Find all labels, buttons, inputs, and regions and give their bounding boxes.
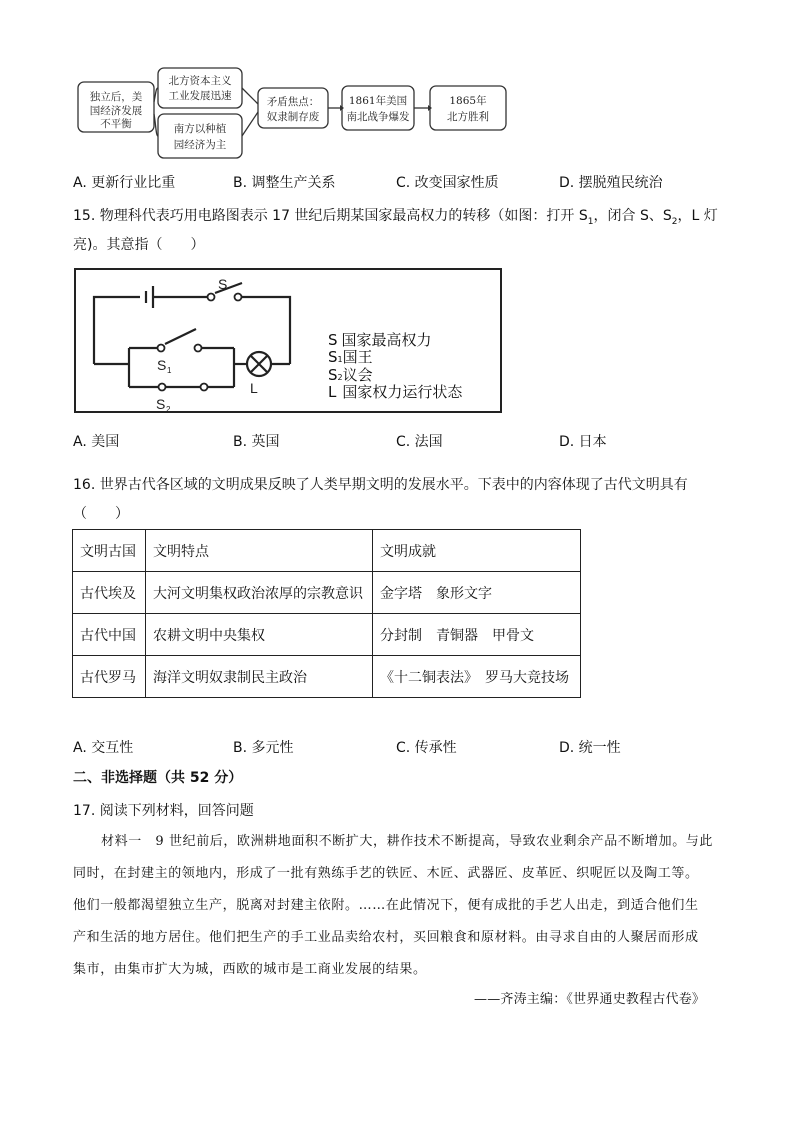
table-row <box>73 614 581 656</box>
material-line: 他们一般都渴望独立生产，脱离对封建主依附。……在此情况下，便有成批的手艺人出走，到适合他们生 <box>73 898 699 913</box>
q14-option-d[interactable]: D. 摆脱殖民统治 <box>559 175 663 191</box>
flow-south-line2: 园经济为主 <box>173 139 227 151</box>
q15-option-c[interactable]: C. 法国 <box>396 434 443 450</box>
table-row <box>73 656 581 698</box>
q16-option-c[interactable]: C. 传承性 <box>396 740 457 756</box>
table-header-cell: 文明古国 <box>73 530 146 572</box>
q16-option-d[interactable]: D. 统一性 <box>559 740 621 756</box>
flow-end-line2: 北方胜利 <box>447 111 489 123</box>
q16-question-line2: （ ） <box>73 506 129 522</box>
table-cell: 古代中国 <box>73 614 146 656</box>
circuit-label-l: L <box>250 380 258 396</box>
circuit-label-s: S <box>218 276 228 292</box>
table-cell: 农耕文明中央集权 <box>146 614 373 656</box>
q15-text-b: ，闭合 S、S <box>593 208 672 224</box>
flow-start-line1: 独立后，美 <box>89 91 143 103</box>
flow-start-line2: 国经济发展 <box>89 105 143 117</box>
table-cell: 金字塔 象形文字 <box>373 572 581 614</box>
flow-focus-line1: 矛盾焦点： <box>266 96 320 108</box>
material-line: 集市，由集市扩大为城，西欧的城市是工商业发展的结果。 <box>73 962 427 977</box>
history-flow-diagram <box>72 62 522 172</box>
flow-start-line3: 不平衡 <box>100 118 132 130</box>
material-source: ——齐涛主编：《世界通史教程古代卷》 <box>474 992 706 1007</box>
q16-question-line1: 16. 世界古代各区域的文明成果反映了人类早期文明的发展水平。下表中的内容体现了古代文明具有 <box>73 477 688 493</box>
q16-option-b[interactable]: B. 多元性 <box>233 740 294 756</box>
legend-item-l: L 国家权力运行状态 <box>328 383 463 401</box>
material-line: 同时，在封建主的领地内，形成了一批有熟练手艺的铁匠、木匠、武器匠、皮革匠、织呢匠以及陶工等。 <box>73 866 699 881</box>
q17-intro: 17. 阅读下列材料，回答问题 <box>73 803 254 819</box>
q14-option-c[interactable]: C. 改变国家性质 <box>396 175 499 191</box>
q15-text-c: ，L 灯 <box>677 208 718 224</box>
q15-text-a: 15. 物理科代表巧用电路图表示 17 世纪后期某国家最高权力的转移（如图：打开 S <box>73 208 588 224</box>
q15-sub-1: 1 <box>587 216 594 227</box>
q14-option-b[interactable]: B. 调整生产关系 <box>233 175 336 191</box>
flow-focus-line2: 奴隶制存废 <box>266 111 320 123</box>
q15-question-line1 <box>73 205 718 227</box>
section-title: 二、非选择题（共 52 分） <box>73 770 243 786</box>
flow-war-line2: 南北战争爆发 <box>346 111 410 123</box>
material-line: 产和生活的地方居住。他们把生产的手工业品卖给农村，买回粮食和原材料。由寻求自由的人聚居而形成 <box>73 930 699 945</box>
legend-item-s2: S2议会 <box>328 366 373 384</box>
q15-option-d[interactable]: D. 日本 <box>559 434 607 450</box>
q16-option-a[interactable]: A. 交互性 <box>73 740 134 756</box>
legend-item-s: S 国家最高权力 <box>328 331 432 349</box>
circuit-label-s2-sub: 2 <box>166 405 171 414</box>
table-cell: 古代埃及 <box>73 572 146 614</box>
table-cell: 《十二铜表法》 罗马大竞技场 <box>373 656 581 698</box>
flow-north-line1: 北方资本主义 <box>168 75 232 87</box>
table-cell: 分封制 青铜器 甲骨文 <box>373 614 581 656</box>
q15-option-a[interactable]: A. 美国 <box>73 434 120 450</box>
legend-item-s1: S1国王 <box>328 348 373 366</box>
table-cell: 古代罗马 <box>73 656 146 698</box>
flow-war-line1: 1861年美国 <box>348 95 408 107</box>
circuit-diagram <box>74 266 504 416</box>
q15-question-line2: 亮)。其意指（ ） <box>73 237 205 253</box>
table-header-cell: 文明成就 <box>373 530 581 572</box>
q15-option-b[interactable]: B. 英国 <box>233 434 280 450</box>
circuit-label-s1-sub: 1 <box>167 366 172 375</box>
circuit-label-s2: S <box>156 396 166 412</box>
q15-sub-2: 2 <box>671 216 678 227</box>
flow-north-line2: 工业发展迅速 <box>168 90 232 102</box>
table-cell: 海洋文明奴隶制民主政治 <box>146 656 373 698</box>
circuit-label-s1: S <box>157 357 167 373</box>
civilization-table <box>72 529 581 698</box>
flow-south-line1: 南方以种植 <box>173 123 227 135</box>
table-header-cell: 文明特点 <box>146 530 373 572</box>
table-row <box>73 572 581 614</box>
q14-option-a[interactable]: A. 更新行业比重 <box>73 175 176 191</box>
table-cell: 大河文明集权政治浓厚的宗教意识 <box>146 572 373 614</box>
flow-end-line1: 1865年 <box>449 95 487 107</box>
table-header-row <box>73 530 581 572</box>
material-line: 材料一 9 世纪前后，欧洲耕地面积不断扩大，耕作技术不断提高，导致农业剩余产品不断增加。与此 <box>101 834 714 849</box>
